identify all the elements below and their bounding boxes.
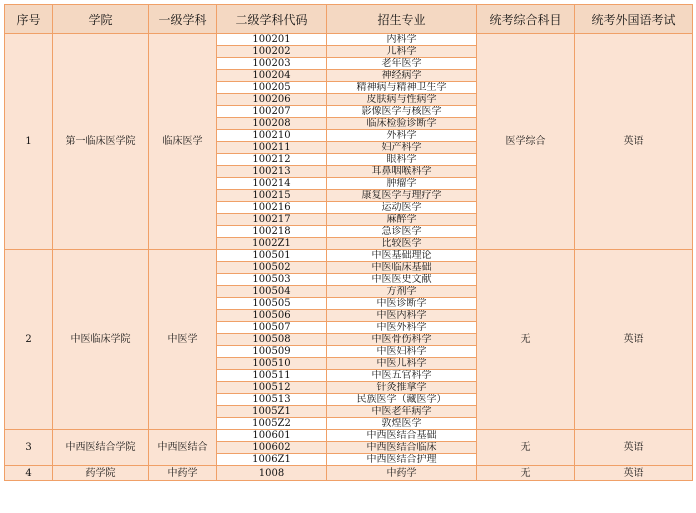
subject-code-cell: 100214 [217, 178, 327, 190]
major-cell: 中医医史文献 [327, 274, 477, 286]
major-cell: 肿瘤学 [327, 178, 477, 190]
subject-code-cell: 100208 [217, 118, 327, 130]
subject-code-cell: 100506 [217, 310, 327, 322]
major-cell: 中医临床基础 [327, 262, 477, 274]
subject-code-cell: 100511 [217, 370, 327, 382]
subject-code-cell: 100206 [217, 94, 327, 106]
major-cell: 耳鼻咽喉科学 [327, 166, 477, 178]
major-cell: 老年医学 [327, 58, 477, 70]
subject-code-cell: 100512 [217, 382, 327, 394]
admissions-table-container [4, 4, 692, 481]
major-cell: 方剂学 [327, 286, 477, 298]
exam-comprehensive-cell: 医学综合 [477, 34, 575, 250]
college-cell: 中医临床学院 [53, 250, 149, 430]
major-cell: 临床检验诊断学 [327, 118, 477, 130]
header-primary-discipline: 一级学科 [149, 5, 217, 34]
major-cell: 中医妇科学 [327, 346, 477, 358]
discipline-cell: 中西医结合 [149, 430, 217, 466]
subject-code-cell: 100602 [217, 442, 327, 454]
serial-number-cell: 4 [5, 466, 53, 481]
subject-code-cell: 100216 [217, 202, 327, 214]
subject-code-cell: 100212 [217, 154, 327, 166]
subject-code-cell: 100504 [217, 286, 327, 298]
major-cell: 外科学 [327, 130, 477, 142]
subject-code-cell: 1008 [217, 466, 327, 481]
subject-code-cell: 1005Z2 [217, 418, 327, 430]
subject-code-cell: 100205 [217, 82, 327, 94]
serial-number-cell: 1 [5, 34, 53, 250]
major-cell: 中西医结合临床 [327, 442, 477, 454]
major-cell: 中医老年病学 [327, 406, 477, 418]
subject-code-cell: 100213 [217, 166, 327, 178]
college-cell: 第一临床医学院 [53, 34, 149, 250]
table-body [5, 34, 693, 481]
subject-code-cell: 100510 [217, 358, 327, 370]
major-cell: 中医诊断学 [327, 298, 477, 310]
major-cell: 运动医学 [327, 202, 477, 214]
table-row [5, 466, 693, 481]
header-serial: 序号 [5, 5, 53, 34]
subject-code-cell: 100217 [217, 214, 327, 226]
table-row [5, 430, 693, 442]
major-cell: 妇产科学 [327, 142, 477, 154]
major-cell: 中医五官科学 [327, 370, 477, 382]
subject-code-cell: 100218 [217, 226, 327, 238]
major-cell: 儿科学 [327, 46, 477, 58]
major-cell: 中医基础理论 [327, 250, 477, 262]
exam-language-cell: 英语 [575, 430, 693, 466]
subject-code-cell: 100509 [217, 346, 327, 358]
major-cell: 神经病学 [327, 70, 477, 82]
header-row [5, 5, 693, 34]
subject-code-cell: 100202 [217, 46, 327, 58]
header-college: 学院 [53, 5, 149, 34]
exam-language-cell: 英语 [575, 34, 693, 250]
subject-code-cell: 100502 [217, 262, 327, 274]
major-cell: 精神病与精神卫生学 [327, 82, 477, 94]
discipline-cell: 中医学 [149, 250, 217, 430]
major-cell: 麻醉学 [327, 214, 477, 226]
subject-code-cell: 100503 [217, 274, 327, 286]
subject-code-cell: 100210 [217, 130, 327, 142]
major-cell: 比较医学 [327, 238, 477, 250]
serial-number-cell: 3 [5, 430, 53, 466]
header-secondary-code: 二级学科代码 [217, 5, 327, 34]
subject-code-cell: 100508 [217, 334, 327, 346]
exam-comprehensive-cell: 无 [477, 250, 575, 430]
exam-comprehensive-cell: 无 [477, 466, 575, 481]
major-cell: 中医外科学 [327, 322, 477, 334]
subject-code-cell: 100513 [217, 394, 327, 406]
serial-number-cell: 2 [5, 250, 53, 430]
header-exam-language: 统考外国语考试 [575, 5, 693, 34]
subject-code-cell: 100215 [217, 190, 327, 202]
table-row [5, 34, 693, 46]
discipline-cell: 临床医学 [149, 34, 217, 250]
major-cell: 民族医学（藏医学） [327, 394, 477, 406]
exam-language-cell: 英语 [575, 466, 693, 481]
subject-code-cell: 100203 [217, 58, 327, 70]
exam-comprehensive-cell: 无 [477, 430, 575, 466]
major-cell: 敦煌医学 [327, 418, 477, 430]
college-cell: 中西医结合学院 [53, 430, 149, 466]
discipline-cell: 中药学 [149, 466, 217, 481]
subject-code-cell: 100204 [217, 70, 327, 82]
major-cell: 康复医学与理疗学 [327, 190, 477, 202]
admissions-table [4, 4, 693, 481]
major-cell: 中医骨伤科学 [327, 334, 477, 346]
major-cell: 中西医结合基础 [327, 430, 477, 442]
subject-code-cell: 100201 [217, 34, 327, 46]
subject-code-cell: 100507 [217, 322, 327, 334]
major-cell: 内科学 [327, 34, 477, 46]
exam-language-cell: 英语 [575, 250, 693, 430]
subject-code-cell: 100211 [217, 142, 327, 154]
subject-code-cell: 100207 [217, 106, 327, 118]
subject-code-cell: 1006Z1 [217, 454, 327, 466]
major-cell: 针灸推拿学 [327, 382, 477, 394]
subject-code-cell: 100501 [217, 250, 327, 262]
header-major: 招生专业 [327, 5, 477, 34]
table-row [5, 250, 693, 262]
major-cell: 眼科学 [327, 154, 477, 166]
college-cell: 药学院 [53, 466, 149, 481]
major-cell: 中西医结合护理 [327, 454, 477, 466]
major-cell: 急诊医学 [327, 226, 477, 238]
subject-code-cell: 100505 [217, 298, 327, 310]
major-cell: 皮肤病与性病学 [327, 94, 477, 106]
header-exam-comprehensive: 统考综合科目 [477, 5, 575, 34]
subject-code-cell: 1002Z1 [217, 238, 327, 250]
subject-code-cell: 1005Z1 [217, 406, 327, 418]
subject-code-cell: 100601 [217, 430, 327, 442]
major-cell: 中医儿科学 [327, 358, 477, 370]
major-cell: 影像医学与核医学 [327, 106, 477, 118]
major-cell: 中医内科学 [327, 310, 477, 322]
major-cell: 中药学 [327, 466, 477, 481]
